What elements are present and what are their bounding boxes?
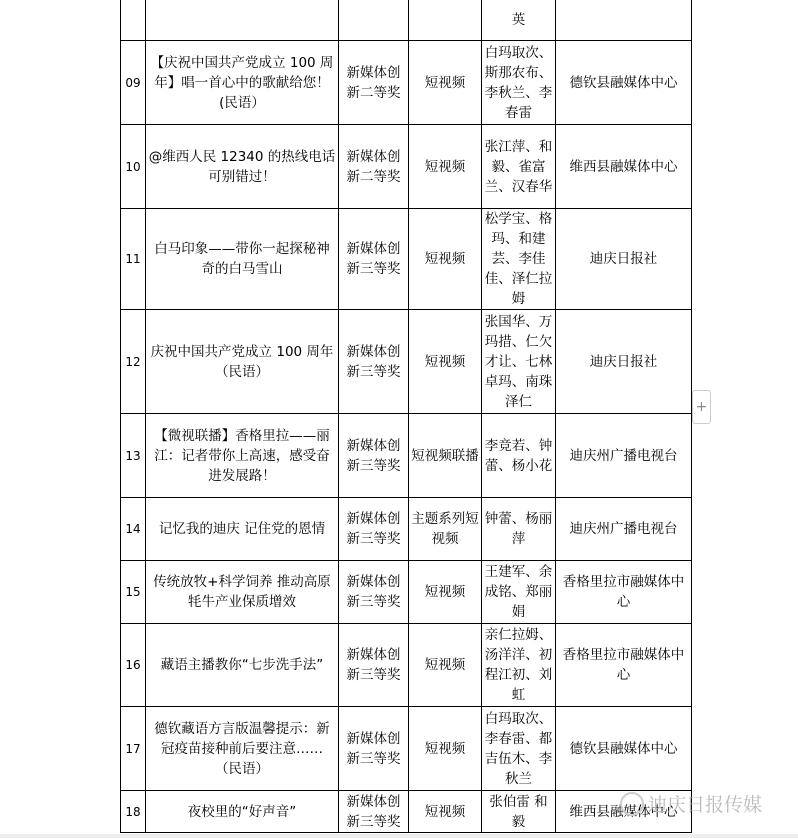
cell-no: 12 [121,310,146,414]
cell-authors: 亲仁拉姆、汤洋洋、初程江初、刘虹 [482,624,556,707]
cell-authors: 白玛取次、李春雷、都吉伍木、李秋兰 [482,707,556,791]
cell-type: 短视频联播 [409,414,482,498]
cell-award: 新媒体创新三等奖 [339,707,409,791]
cell-no: 09 [121,41,146,125]
add-row-button[interactable]: + [692,390,711,424]
cell-authors: 钟蕾、杨丽萍 [482,498,556,561]
cell-authors: 松学宝、格玛、和建芸、李佳佳、泽仁拉姆 [482,209,556,310]
cell-type: 短视频 [409,125,482,209]
table-row [121,791,692,833]
table-row [121,310,692,414]
cell-authors: 王建军、余成铭、郑丽娟 [482,561,556,624]
table-row [121,41,692,125]
cell-no: 11 [121,209,146,310]
cell-unit: 维西县融媒体中心 [556,791,692,833]
cell-no: 18 [121,791,146,833]
cell-type: 短视频 [409,624,482,707]
cell-unit: 香格里拉市融媒体中心 [556,624,692,707]
cell-type: 短视频 [409,209,482,310]
table-row [121,498,692,561]
cell-no: 17 [121,707,146,791]
cell-authors: 张国华、万玛措、仁欠才让、七林卓玛、南珠泽仁 [482,310,556,414]
watermark-text: 迪庆日报传媒 [648,794,763,816]
table-row [121,209,692,310]
cell-type: 短视频 [409,707,482,791]
cell-no: 10 [121,125,146,209]
cell-type: 短视频 [409,310,482,414]
cell-no: 13 [121,414,146,498]
cell-type [409,0,482,41]
cell-unit: 迪庆州广播电视台 [556,414,692,498]
cell-no [121,0,146,41]
cell-award: 新媒体创新三等奖 [339,414,409,498]
awards-table [120,0,692,833]
cell-authors: 张伯雷 和 毅 [482,791,556,833]
cell-award [339,0,409,41]
cell-title: 白马印象——带你一起探秘神奇的白马雪山 [146,209,339,310]
cell-type: 短视频 [409,41,482,125]
cell-title: @维西人民 12340 的热线电话可别错过！ [146,125,339,209]
table-row [121,561,692,624]
watermark [620,790,762,817]
cell-no: 15 [121,561,146,624]
cell-title: 庆祝中国共产党成立 100 周年（民语） [146,310,339,414]
cell-title: 【庆祝中国共产党成立 100 周年】唱一首心中的歌献给您！(民语） [146,41,339,125]
cell-award: 新媒体创新三等奖 [339,498,409,561]
cell-type: 短视频 [409,791,482,833]
table-row [121,125,692,209]
cell-award: 新媒体创新三等奖 [339,310,409,414]
page-bottom-bar [0,834,798,838]
cell-title: 藏语主播教你“七步洗手法” [146,624,339,707]
cell-award: 新媒体创新二等奖 [339,41,409,125]
table-row [121,707,692,791]
cell-unit: 迪庆州广播电视台 [556,498,692,561]
table-row [121,0,692,41]
cell-authors: 英 [482,0,556,41]
cell-unit: 迪庆日报社 [556,209,692,310]
cell-no: 14 [121,498,146,561]
cell-award: 新媒体创新三等奖 [339,561,409,624]
cell-unit: 迪庆日报社 [556,310,692,414]
cell-unit: 德钦县融媒体中心 [556,707,692,791]
cell-title [146,0,339,41]
wechat-icon [620,792,644,816]
cell-unit: 维西县融媒体中心 [556,125,692,209]
cell-unit [556,0,692,41]
cell-title: 记忆我的迪庆 记住党的恩情 [146,498,339,561]
cell-title: 夜校里的“好声音” [146,791,339,833]
cell-award: 新媒体创新三等奖 [339,209,409,310]
cell-title: 德钦藏语方言版温馨提示：新冠疫苗接种前后要注意……（民语） [146,707,339,791]
cell-unit: 德钦县融媒体中心 [556,41,692,125]
cell-no: 16 [121,624,146,707]
cell-authors: 李竞若、钟蕾、杨小花 [482,414,556,498]
table-row [121,414,692,498]
cell-title: 传统放牧+科学饲养 推动高原牦牛产业保质增效 [146,561,339,624]
cell-authors: 白玛取次、斯那农布、李秋兰、李春雷 [482,41,556,125]
cell-type: 主题系列短视频 [409,498,482,561]
cell-award: 新媒体创新二等奖 [339,125,409,209]
cell-unit: 香格里拉市融媒体中心 [556,561,692,624]
cell-type: 短视频 [409,561,482,624]
cell-title: 【微视联播】香格里拉——丽江：记者带你上高速，感受奋进发展路！ [146,414,339,498]
table-row [121,624,692,707]
cell-award: 新媒体创新三等奖 [339,791,409,833]
cell-authors: 张江萍、和毅、雀富兰、汉春华 [482,125,556,209]
cell-award: 新媒体创新三等奖 [339,624,409,707]
